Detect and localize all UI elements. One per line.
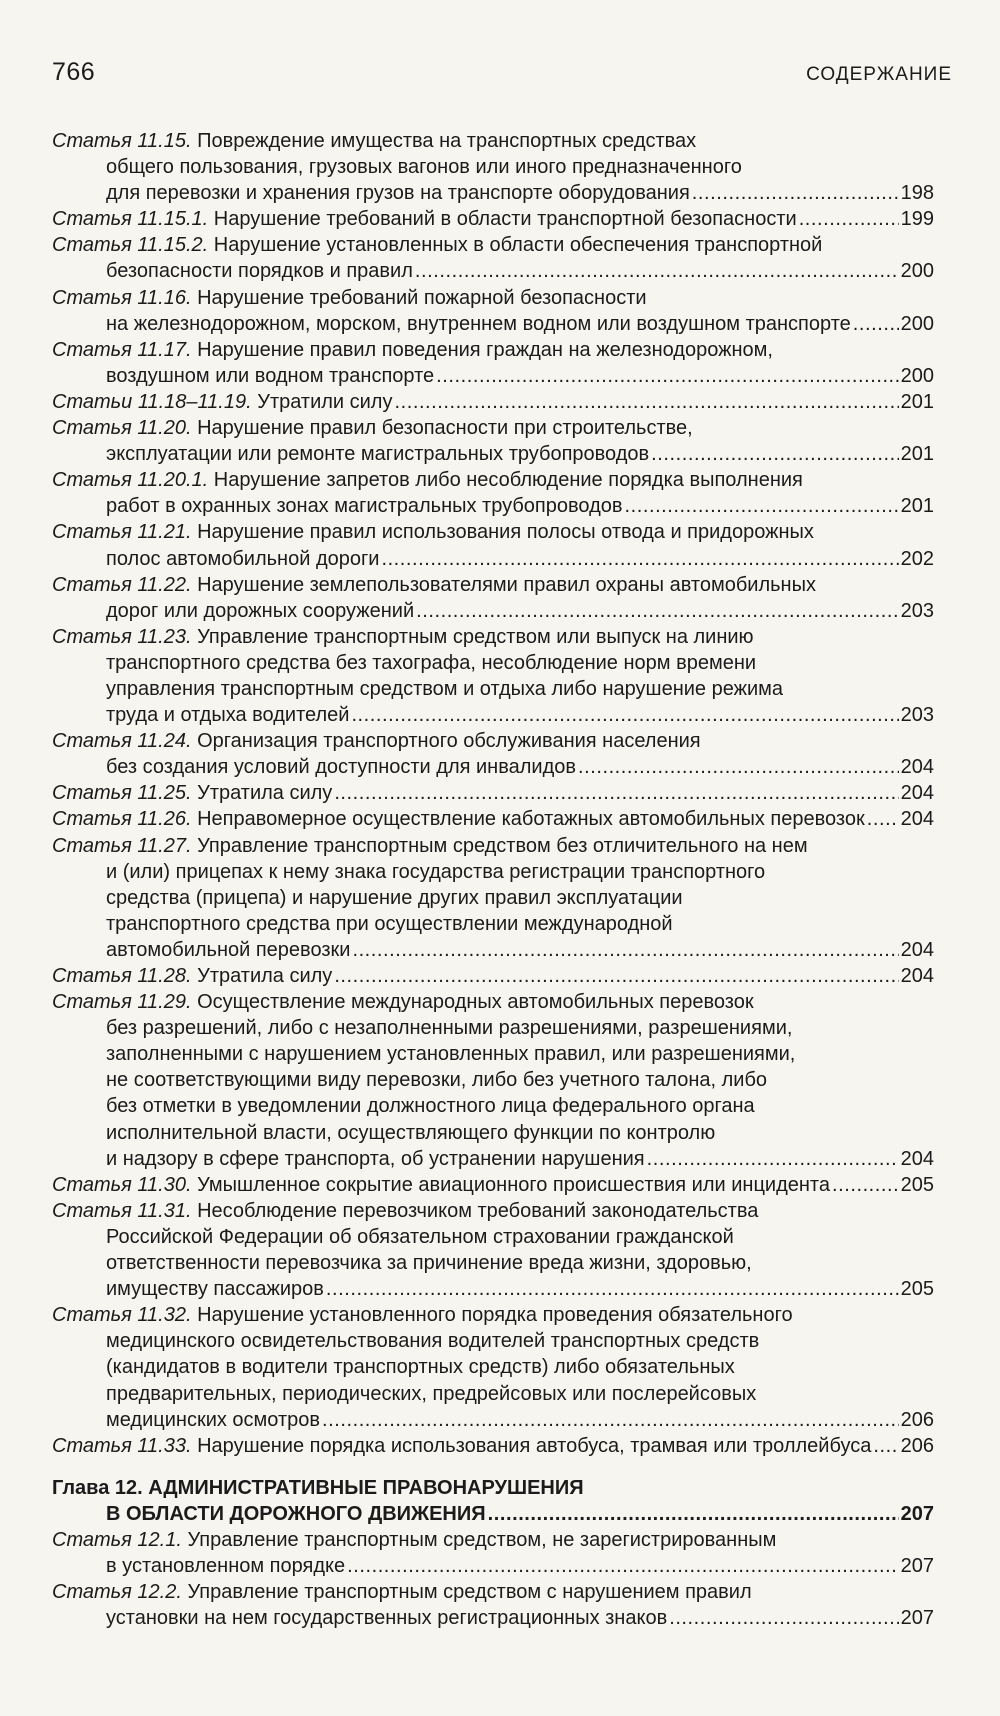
toc-chapter	[52, 1475, 934, 1527]
toc-title-text: установки на нем государственных регистрационных знаков	[106, 1607, 668, 1630]
toc-title-text: Несоблюдение перевозчиком требований законодательства	[197, 1199, 759, 1222]
toc-title-text: не соответствующими виду перевозки, либо без учетного талона, либо	[106, 1069, 768, 1092]
toc-label: Статья 11.15.	[52, 130, 192, 152]
toc-page-number: 201	[900, 390, 934, 413]
toc-title-text: Нарушение установленного порядка проведения обязательного	[197, 1304, 793, 1327]
toc-title-text: Умышленное сокрытие авиационного происшествия или инцидента	[197, 1173, 830, 1196]
toc-label: Статья 11.15.2.	[52, 234, 209, 257]
toc-title-text: управления транспортным средством и отдыха либо нарушение режима	[106, 677, 784, 700]
toc-entry	[52, 128, 934, 206]
toc-entry	[52, 1433, 934, 1459]
toc-page-number: 202	[900, 547, 934, 570]
toc-title-text: Нарушение установленных в области обеспечения транспортной	[213, 234, 823, 257]
toc-title-text: заполненными с нарушением установленных правил, или разрешениями,	[106, 1043, 796, 1066]
toc-title-text: Управление транспортным средством с нарушением правил	[187, 1581, 752, 1604]
toc-title-text: общего пользования, грузовых вагонов или иного предназначенного	[106, 156, 742, 179]
toc-entry	[52, 1579, 934, 1631]
toc-title-text: автомобильной перевозки	[106, 938, 351, 961]
toc-line	[52, 1433, 934, 1459]
toc-title-text: без разрешений, либо с незаполненными разрешениями, разрешениями,	[106, 1017, 793, 1040]
toc-label: Статья 11.29.	[52, 991, 192, 1014]
toc-title-text: Неправомерное осуществление каботажных автомобильных перевозок	[197, 808, 865, 831]
toc-line	[52, 232, 934, 258]
toc-line	[52, 572, 934, 598]
dot-leader	[352, 937, 898, 963]
running-title: СОДЕРЖАНИЕ	[806, 64, 952, 85]
toc-entry	[52, 1198, 934, 1302]
toc-title-text: Нарушение порядка использования автобуса, трамвая или троллейбуса	[197, 1434, 872, 1457]
toc-title-text: Организация транспортного обслуживания населения	[197, 730, 701, 753]
toc-line	[52, 963, 934, 989]
dot-leader	[334, 780, 898, 806]
toc-title-text: предварительных, периодических, предрейсовых или послерейсовых	[106, 1382, 757, 1405]
toc-page-number: 199	[900, 208, 934, 231]
toc-line	[52, 206, 934, 232]
toc-title-text: Нарушение запретов либо несоблюдение порядка выполнения	[213, 469, 803, 492]
toc-title-text: и надзору в сфере транспорта, об устранении нарушения	[106, 1147, 645, 1170]
toc-entry	[52, 1172, 934, 1198]
toc-page-number: 200	[900, 260, 934, 283]
toc-page-number: 207	[900, 1502, 934, 1525]
toc-page-number: 207	[900, 1555, 934, 1578]
dot-leader	[873, 1433, 898, 1459]
toc-title-text: Осуществление международных автомобильных перевозок	[197, 991, 754, 1014]
toc-entry	[52, 232, 934, 284]
toc-line	[52, 937, 934, 963]
dot-leader	[669, 1605, 898, 1631]
toc-page-number: 206	[900, 1434, 934, 1457]
toc-label: Статьи 11.18–11.19.	[52, 390, 252, 413]
toc-label: Статья 11.23.	[52, 625, 192, 648]
toc-label: Статья 11.33.	[52, 1434, 192, 1457]
toc-line	[52, 1501, 934, 1527]
toc-page-number: 204	[900, 756, 934, 779]
toc-line	[52, 885, 934, 911]
toc-entry	[52, 415, 934, 467]
toc-line	[52, 989, 934, 1015]
dot-leader	[651, 441, 898, 467]
toc-entry	[52, 806, 934, 832]
toc-entry	[52, 728, 934, 780]
toc-line	[52, 624, 934, 650]
toc-line	[52, 128, 934, 154]
dot-leader	[692, 180, 899, 206]
toc-line	[52, 180, 934, 206]
toc-label: Статья 11.26.	[52, 808, 192, 831]
toc-line	[52, 650, 934, 676]
toc-line	[52, 1015, 934, 1041]
toc-page-number: 204	[900, 782, 934, 805]
toc-title-text: Нарушение землепользователями правил охраны автомобильных	[197, 573, 816, 596]
toc-title-text: воздушном или водном транспорте	[106, 364, 435, 387]
toc-line	[52, 1381, 934, 1407]
toc-label: Статья 11.22.	[52, 573, 192, 596]
toc-title-text: Утратила силу	[197, 965, 333, 987]
toc-label: Статья 11.20.1.	[52, 469, 209, 492]
toc-line	[52, 676, 934, 702]
toc-title-text: ответственности перевозчика за причинение вреда жизни, здоровью,	[106, 1252, 752, 1275]
toc-title-text: эксплуатации или ремонте магистральных трубопроводов	[106, 443, 650, 466]
toc-line	[52, 1224, 934, 1250]
toc-page-number: 203	[900, 599, 934, 622]
toc-line	[52, 728, 934, 754]
toc-label: Статья 11.30.	[52, 1173, 192, 1196]
toc-entry	[52, 1527, 934, 1579]
toc-entry	[52, 467, 934, 519]
toc-title-text: транспортного средства без тахографа, несоблюдение норм времени	[106, 651, 757, 674]
toc-line	[52, 154, 934, 180]
toc-page-number: 204	[900, 938, 934, 961]
toc-entry	[52, 285, 934, 337]
dot-leader	[436, 363, 898, 389]
toc-page-number: 205	[900, 1278, 934, 1301]
toc-line	[52, 258, 934, 284]
dot-leader	[381, 546, 898, 572]
dot-leader	[334, 963, 898, 989]
toc-label: Статья 11.27.	[52, 834, 192, 857]
toc-line	[52, 1605, 934, 1631]
toc-line	[52, 1067, 934, 1093]
toc-line	[52, 546, 934, 572]
toc-label: Статья 11.32.	[52, 1304, 192, 1327]
toc-line	[52, 754, 934, 780]
toc-title-text: Нарушение правил использования полосы отвода и придорожных	[197, 521, 814, 544]
toc-line	[52, 780, 934, 806]
toc-line	[52, 1328, 934, 1354]
toc-title-text: Российской Федерации об обязательном страховании гражданской	[106, 1225, 734, 1248]
toc-page-number: 204	[900, 965, 934, 987]
toc-title-text: Нарушение правил поведения граждан на железнодорожном,	[197, 338, 773, 361]
toc-line	[52, 1041, 934, 1067]
toc-line	[52, 1407, 934, 1433]
dot-leader	[853, 311, 899, 337]
toc-line	[52, 1120, 934, 1146]
toc-page-number: 200	[900, 364, 934, 387]
toc-page-number: 205	[900, 1173, 934, 1196]
toc-label: Статья 11.16.	[52, 286, 192, 309]
dot-leader	[647, 1146, 899, 1172]
toc-title-text: работ в охранных зонах магистральных трубопроводов	[106, 495, 623, 518]
toc-label: Статья 12.2.	[52, 1581, 182, 1604]
toc-page-number: 206	[900, 1408, 934, 1431]
toc-title-text: безопасности порядков и правил	[106, 260, 413, 283]
toc-label: Статья 11.28.	[52, 965, 192, 987]
toc-title-text: без отметки в уведомлении должностного лица федерального органа	[106, 1095, 755, 1118]
toc-title-text: Повреждение имущества на транспортных средствах	[197, 130, 697, 152]
toc-line	[52, 1527, 934, 1553]
toc-line	[52, 1198, 934, 1224]
toc-label: Статья 11.20.	[52, 417, 192, 440]
toc-line	[52, 363, 934, 389]
toc-title-text: (кандидатов в водители транспортных средств) либо обязательных	[106, 1356, 735, 1379]
toc-line	[52, 1475, 934, 1501]
toc-line	[52, 441, 934, 467]
dot-leader	[351, 702, 898, 728]
toc-title-text: Нарушение требований в области транспортной безопасности	[213, 208, 797, 231]
toc-line	[52, 598, 934, 624]
toc-label: Статья 12.1.	[52, 1528, 182, 1551]
toc-page-number: 200	[900, 312, 934, 335]
toc-line	[52, 1553, 934, 1579]
toc-line	[52, 833, 934, 859]
toc-page-number: 204	[900, 1147, 934, 1170]
page-number: 766	[52, 58, 96, 86]
toc-line	[52, 493, 934, 519]
toc-title-text: транспортного средства при осуществлении международной	[106, 912, 673, 935]
toc-page-number: 198	[900, 182, 934, 205]
dot-leader	[394, 389, 898, 415]
dot-leader	[832, 1172, 899, 1198]
toc-line	[52, 1093, 934, 1119]
dot-leader	[415, 258, 899, 284]
toc-entry	[52, 624, 934, 728]
toc-page-number: 204	[900, 808, 934, 831]
dot-leader	[416, 598, 899, 624]
toc-entry	[52, 833, 934, 963]
toc-line	[52, 1172, 934, 1198]
toc-title-text: Управление транспортным средством или выпуск на линию	[197, 625, 754, 648]
toc-line	[52, 1579, 934, 1605]
toc-title-text: Управление транспортным средством без отличительного на нем	[197, 834, 808, 857]
dot-leader	[799, 206, 899, 232]
toc-page-number: 201	[900, 443, 934, 466]
dot-leader	[488, 1501, 899, 1527]
toc-entry	[52, 989, 934, 1172]
toc-label: Статья 11.17.	[52, 338, 192, 361]
toc-line	[52, 859, 934, 885]
toc-entry	[52, 780, 934, 806]
toc-title-text: исполнительной власти, осуществляющего функции по контролю	[106, 1121, 716, 1144]
dot-leader	[322, 1407, 899, 1433]
toc-title-text: на железнодорожном, морском, внутреннем водном или воздушном транспорте	[106, 312, 851, 335]
toc-entry	[52, 206, 934, 232]
toc-line	[52, 467, 934, 493]
toc-title-text: полос автомобильной дороги	[106, 547, 380, 570]
toc-title-text: в установленном порядке	[106, 1555, 346, 1578]
toc-line	[52, 911, 934, 937]
toc-label: Статья 11.15.1.	[52, 208, 209, 231]
toc-title-text: и (или) прицепах к нему знака государства регистрации транспортного	[106, 860, 766, 883]
toc-entry	[52, 519, 934, 571]
toc-label: Статья 11.31.	[52, 1199, 192, 1222]
toc-label: Статья 11.25.	[52, 782, 192, 805]
toc-page-number: 203	[900, 704, 934, 727]
toc-label: Статья 11.24.	[52, 730, 192, 753]
toc-line	[52, 1250, 934, 1276]
toc-line	[52, 311, 934, 337]
toc-title-text: для перевозки и хранения грузов на транспорте оборудования	[106, 182, 690, 205]
toc-page-number: 207	[900, 1607, 934, 1630]
toc-entry	[52, 572, 934, 624]
toc-title-text: АДМИНИСТРАТИВНЫЕ ПРАВОНАРУШЕНИЯ	[148, 1476, 584, 1499]
toc-title-text: дорог или дорожных сооружений	[106, 599, 415, 622]
toc-line	[52, 1302, 934, 1328]
toc-title-text: имуществу пассажиров	[106, 1278, 324, 1301]
toc-title-text: Утратили силу	[257, 390, 393, 413]
toc-title-text: Утратила силу	[197, 782, 333, 805]
toc-title-text: медицинских осмотров	[106, 1408, 321, 1431]
toc-line	[52, 806, 934, 832]
toc-entry	[52, 963, 934, 989]
toc-line	[52, 1146, 934, 1172]
toc-title-text: средства (прицепа) и нарушение других правил эксплуатации	[106, 886, 683, 909]
dot-leader	[867, 806, 899, 832]
toc-line	[52, 389, 934, 415]
toc-label: Глава 12.	[52, 1476, 143, 1499]
toc-title-text: труда и отдыха водителей	[106, 704, 350, 727]
toc-entry	[52, 337, 934, 389]
toc-title-text: Нарушение требований пожарной безопасности	[197, 286, 647, 309]
table-of-contents	[52, 128, 934, 1631]
dot-leader	[578, 754, 899, 780]
dot-leader	[347, 1553, 899, 1579]
toc-title-text: Управление транспортным средством, не зарегистрированным	[187, 1528, 777, 1551]
page-header	[52, 58, 952, 87]
toc-line	[52, 285, 934, 311]
toc-line	[52, 415, 934, 441]
toc-line	[52, 519, 934, 545]
toc-line	[52, 1354, 934, 1380]
toc-label: Статья 11.21.	[52, 521, 192, 544]
toc-line	[52, 337, 934, 363]
toc-title-text: В ОБЛАСТИ ДОРОЖНОГО ДВИЖЕНИЯ	[106, 1502, 486, 1525]
dot-leader	[625, 493, 899, 519]
toc-title-text: Нарушение правил безопасности при строительстве,	[197, 417, 693, 440]
toc-line	[52, 1276, 934, 1302]
toc-line	[52, 702, 934, 728]
toc-title-text: медицинского освидетельствования водителей транспортных средств	[106, 1330, 760, 1353]
toc-entry	[52, 1302, 934, 1432]
dot-leader	[326, 1276, 899, 1302]
toc-entry	[52, 389, 934, 415]
toc-title-text: без создания условий доступности для инвалидов	[106, 756, 576, 779]
toc-page-number: 201	[900, 495, 934, 518]
